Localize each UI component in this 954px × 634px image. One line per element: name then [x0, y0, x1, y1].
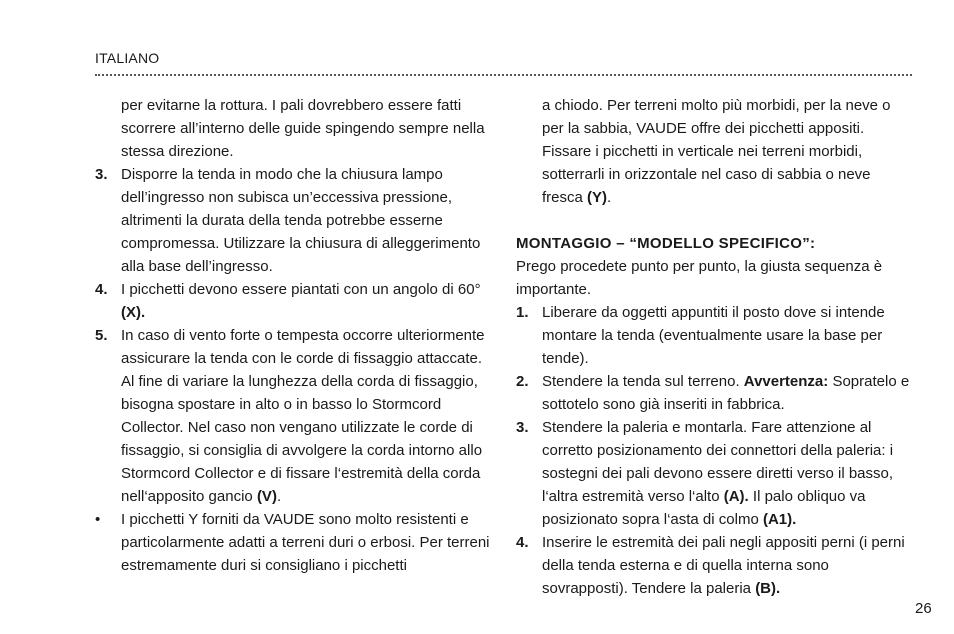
right-column: [516, 94, 911, 600]
continued-paragraph: per evitarne la rottura. I pali dovrebbero essere fatti scorrere all’interno delle guide spingendo sempre nella stessa direzione.: [121, 97, 485, 160]
list-item-4: [516, 531, 911, 600]
bullet-marker: •: [95, 511, 101, 528]
left-column: [95, 94, 490, 577]
list-item-1: [516, 301, 911, 370]
section-heading: MONTAGGIO – “MODELLO SPECIFICO”:: [516, 235, 816, 252]
list-item-bullet: [95, 508, 490, 577]
list-item-3: [95, 163, 490, 278]
list-item-5: [95, 324, 490, 508]
figure-reference: (Y): [587, 189, 608, 206]
list-item-tail: .: [276, 488, 282, 505]
intro-paragraph: Prego procedete punto per punto, la giusta sequenza è importante.: [516, 258, 883, 298]
list-item-text: Stendere la paleria e montarla. Fare attenzione al corretto posizionamento dei connettori della paleria: i sostegni dei pali devono essere diretti verso il basso, l‘altra estremità verso l‘alto: [542, 419, 894, 505]
list-item-3: [516, 416, 911, 531]
continued-paragraph: a chiodo. Per terreni molto più morbidi, per la neve o per la sabbia, VAUDE offre dei picchetti appositi. Fissare i picchetti in verticale nei terreni morbidi, sotterrarli in orizzontale nel caso di sabbia o neve fresca (Y).: [542, 97, 891, 206]
figure-reference: (A1).: [762, 511, 797, 528]
list-number: 3.: [516, 419, 529, 436]
list-item-text: Stendere la tenda sul terreno.: [542, 373, 744, 390]
list-item-text: I picchetti Y forniti da VAUDE sono molto resistenti e particolarmente adatti a terreni duri o erbosi. Per terreni estremamente duri si consigliano i picchetti: [121, 511, 490, 574]
list-item-tail: Sopratelo e sottotelo sono già inseriti in fabbrica.: [542, 373, 910, 413]
list-item-text: I picchetti devono essere piantati con un angolo di 60°: [121, 281, 481, 298]
figure-reference: (V): [256, 488, 277, 505]
warning-label: Avvertenza:: [743, 373, 829, 390]
list-item-mid: Il palo obliquo va posizionato sopra l‘asta di colmo: [542, 488, 866, 528]
list-item-text: In caso di vento forte o tempesta occorre ulteriormente assicurare la tenda con le corde di fissaggio attaccate. Al fine di variare la lunghezza della corda di fissaggio, bisogna spostare in alto o in basso lo Stormcord Collector. Nel caso non vengano utilizzate le corde di fissaggio, si consiglia di avvolgere la corda intorno allo Stormcord Collector e di fissare l‘estremità della corda nell‘apposito gancio: [121, 327, 485, 505]
page-number: 26: [915, 600, 932, 617]
list-number: 4.: [95, 281, 108, 298]
list-number: 2.: [516, 373, 529, 390]
list-item-text: Liberare da oggetti appuntiti il posto dove si intende montare la tenda (eventualmente usare la base per tende).: [542, 304, 885, 367]
dotted-divider: [95, 74, 912, 76]
list-number: 4.: [516, 534, 529, 551]
figure-reference: (X).: [121, 304, 146, 321]
section-language-label: ITALIANO: [95, 50, 160, 66]
list-number: 5.: [95, 327, 108, 344]
list-item-4: [95, 278, 490, 324]
list-number: 3.: [95, 166, 108, 183]
figure-reference: (B).: [755, 580, 781, 597]
figure-reference: (A).: [723, 488, 749, 505]
list-item-text: Disporre la tenda in modo che la chiusura lampo dell’ingresso non subisca un’eccessiva pressione, altrimenti la durata della tenda potrebbe esserne compromessa. Utilizzare la chiusura di alleggerimento alla base dell’ingresso.: [121, 166, 481, 275]
list-item-2: [516, 370, 911, 416]
list-item-text: Inserire le estremità dei pali negli appositi perni (i perni della tenda esterna e di quella interna sono sovrapposti). Tendere la paleria: [542, 534, 905, 597]
list-number: 1.: [516, 304, 529, 321]
